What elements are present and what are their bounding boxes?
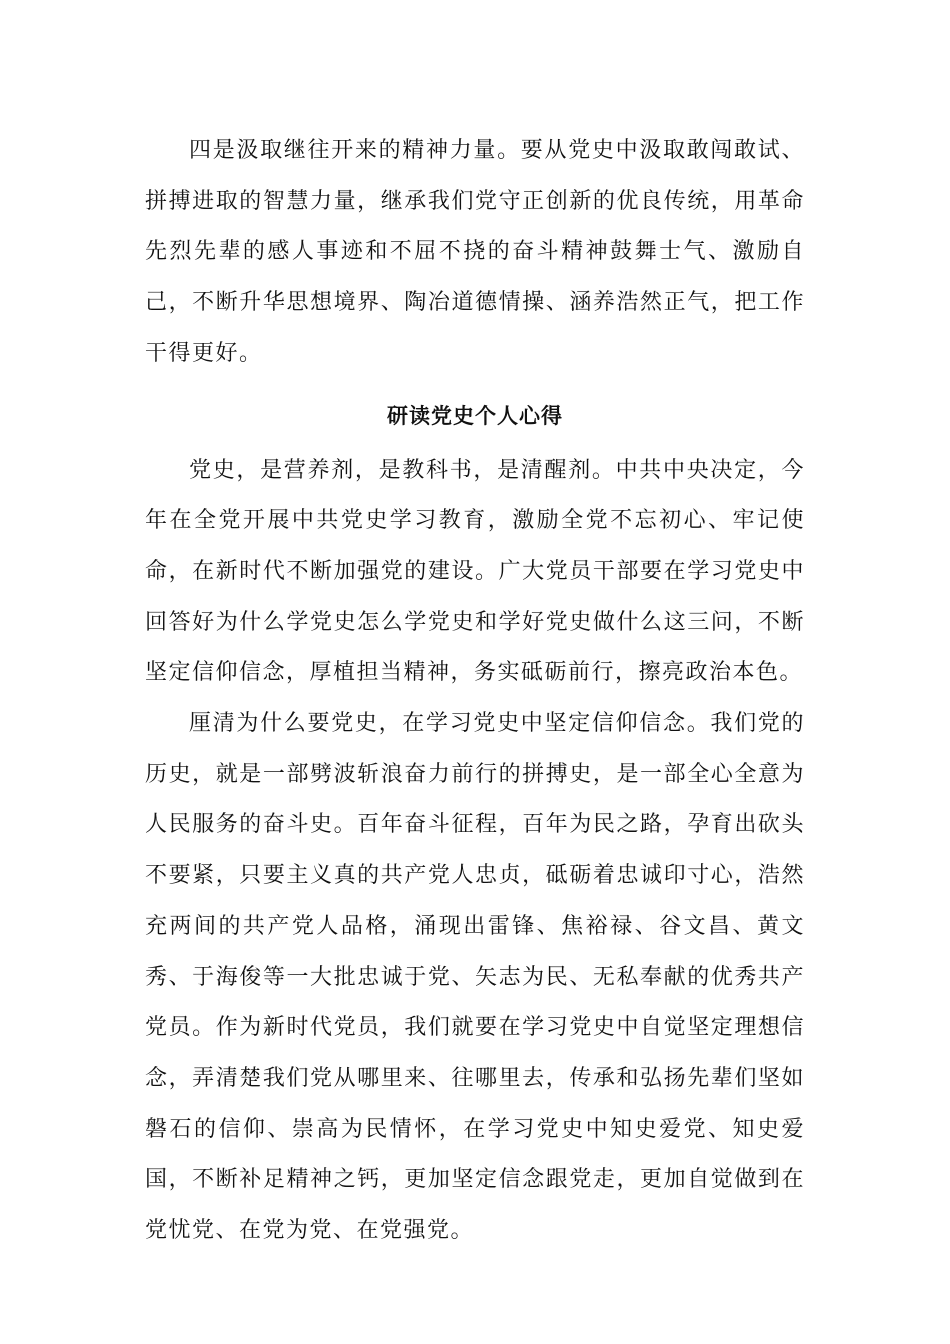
paragraph-party-history-intro: 党史，是营养剂，是教科书，是清醒剂。中共中央决定，今年在全党开展中共党史学习教育，激励全党不忘初心、牢记使命，在新时代不断加强党的建设。广大党员干部要在学习党史中回答好为什么学党史怎么学党史和学好党史做什么这三问，不断坚定信仰信念，厚植担当精神，务实砥砺前行，擦亮政治本色。: [145, 457, 805, 686]
paragraph-learning-spirit: 四是汲取继往开来的精神力量。要从党史中汲取敢闯敢试、拼搏进取的智慧力量，继承我们党守正创新的优良传统，用革命先烈先辈的感人事迹和不屈不挠的奋斗精神鼓舞士气、激励自己，不断升华思想境界、陶冶道德情操、涵养浩然正气，把工作干得更好。: [145, 138, 805, 366]
paragraph-why-study-history: 厘清为什么要党史，在学习党史中坚定信仰信念。我们党的历史，就是一部劈波斩浪奋力前行的拼搏史，是一部全心全意为人民服务的奋斗史。百年奋斗征程，百年为民之路，孕育出砍头不要紧，只要主义真的共产党人忠贞，砥砺着忠诚印寸心，浩然充两间的共产党人品格，涌现出雷锋、焦裕禄、谷文昌、黄文秀、于海俊等一大批忠诚于党、矢志为民、无私奉献的优秀共产党员。作为新时代党员，我们就要在学习党史中自觉坚定理想信念，弄清楚我们党从哪里来、往哪里去，传承和弘扬先辈们坚如磐石的信仰、崇高为民情怀，在学习党史中知史爱党、知史爱国，不断补足精神之钙，更加坚定信念跟党走，更加自觉做到在党忧党、在党为党、在党强党。: [145, 711, 805, 1244]
document-body: [145, 126, 805, 1257]
section-heading: 研读党史个人心得: [387, 403, 563, 428]
